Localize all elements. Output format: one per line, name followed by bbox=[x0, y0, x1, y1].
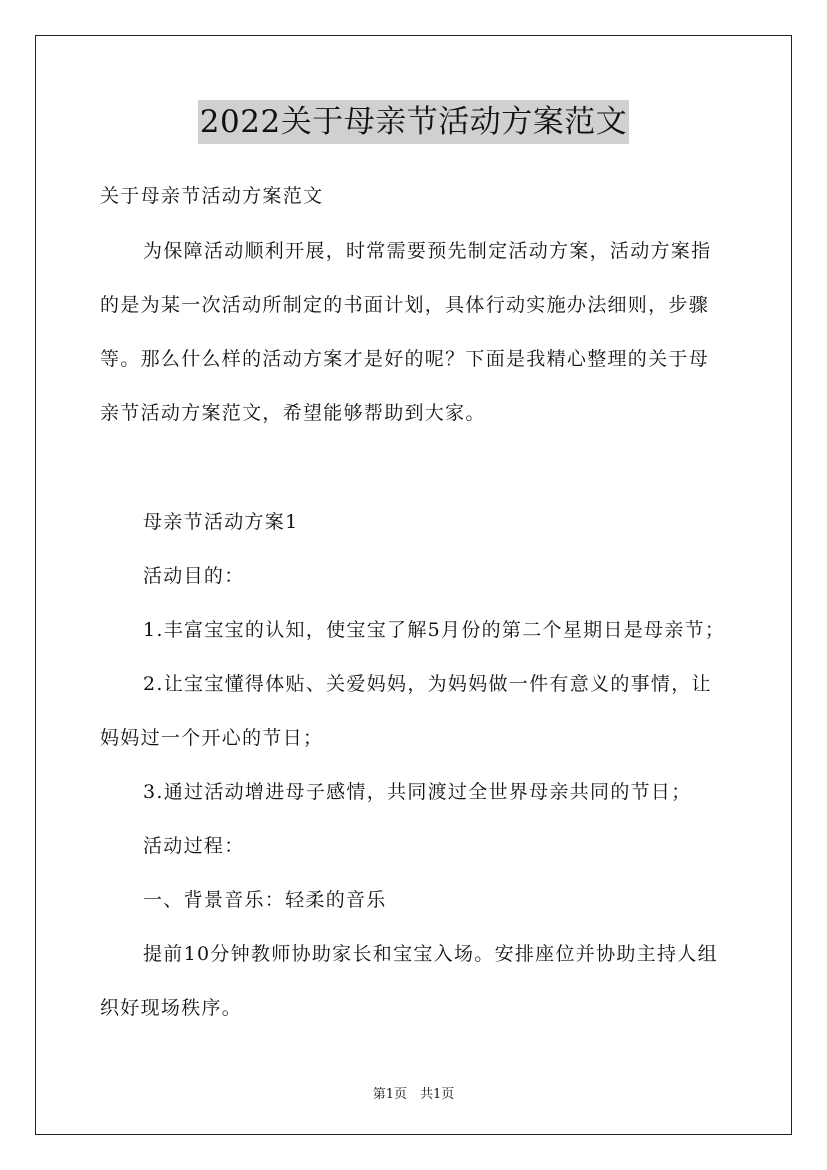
section-heading: 母亲节活动方案1 bbox=[143, 511, 299, 533]
paragraph-line: 提前10分钟教师协助家长和宝宝入场。安排座位并协助主持人组 bbox=[143, 943, 718, 965]
paragraph-line: 亲节活动方案范文，希望能够帮助到大家。 bbox=[100, 402, 486, 424]
subtitle-line: 关于母亲节活动方案范文 bbox=[100, 185, 324, 207]
paragraph-line: 等。那么什么样的活动方案才是好的呢？下面是我精心整理的关于母 bbox=[100, 348, 710, 370]
paragraph-line: 为保障活动顺利开展，时常需要预先制定活动方案，活动方案指 bbox=[143, 240, 712, 262]
list-item: 2.让宝宝懂得体贴、关爱妈妈，为妈妈做一件有意义的事情，让 bbox=[143, 673, 712, 695]
paragraph-line: 活动目的： bbox=[143, 565, 245, 587]
document-title: 2022关于母亲节活动方案范文 bbox=[198, 100, 629, 144]
paragraph-line: 织好现场秩序。 bbox=[100, 997, 243, 1019]
paragraph-line: 的是为某一次活动所制定的书面计划，具体行动实施办法细则，步骤 bbox=[100, 294, 710, 316]
list-item: 1.丰富宝宝的认知，使宝宝了解5月份的第二个星期日是母亲节； bbox=[143, 619, 726, 641]
paragraph-line: 活动过程： bbox=[143, 835, 245, 857]
title-container bbox=[0, 100, 827, 144]
paragraph-line: 一、背景音乐：轻柔的音乐 bbox=[143, 889, 387, 911]
list-item-continued: 妈妈过一个开心的节日； bbox=[100, 727, 324, 749]
list-item: 3.通过活动增进母子感情，共同渡过全世界母亲共同的节日； bbox=[143, 781, 692, 803]
page-footer: 第1页 共1页 bbox=[372, 1087, 455, 1102]
